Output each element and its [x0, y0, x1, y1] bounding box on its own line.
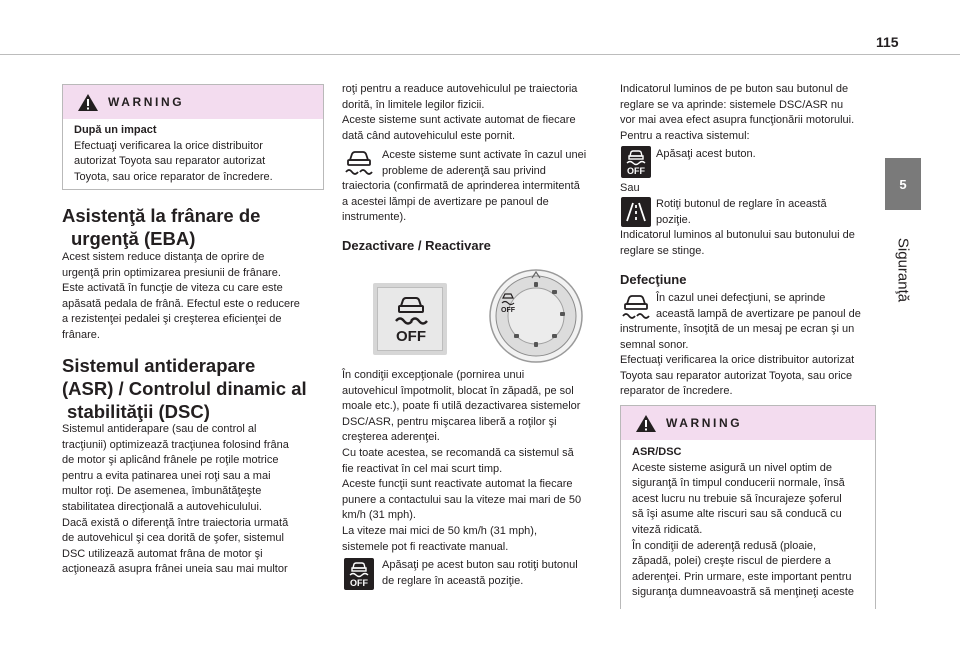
text-line: Aceste sisteme sunt activate în cazul unei — [382, 149, 587, 161]
off-label: OFF — [350, 578, 368, 588]
col3-press-text: Apăsaţi acest buton. — [656, 148, 756, 160]
text-line: La viteze mai mici de 50 km/h (31 mph), — [342, 524, 538, 537]
text-line: Indicatorul luminos al butonului sau butonului de — [620, 229, 855, 241]
col2-press-text — [382, 558, 612, 589]
title-line: urgenţă (EBA) — [71, 228, 196, 249]
warning-title: WARNING — [666, 416, 743, 430]
text-line: viteză ridicată. — [632, 523, 703, 536]
warning-box-impact — [62, 84, 324, 190]
text-line: Toyota sau reparator autorizat Toyota, sau orice — [620, 369, 853, 382]
knob-off-label: OFF — [501, 307, 515, 314]
title-line: Sistemul antiderapare — [62, 355, 256, 376]
off-label: OFF — [396, 328, 426, 345]
text-line: autovehicul împotmolit, blocat în zăpadă, pe sol — [342, 384, 574, 397]
text-line: Efectuaţi verificarea la orice distribuitor autorizat — [620, 354, 855, 367]
eba-text — [62, 250, 330, 344]
text-line: a rezistenţei pedalei şi creşterea eficienţei de — [62, 313, 282, 326]
text-line: probleme de aderenţă sau privind — [382, 164, 546, 177]
skid-off-icon — [625, 149, 647, 166]
text-line: instrumente). — [342, 211, 407, 224]
text-line: autorizat Toyota sau reparator autorizat — [74, 155, 266, 168]
text-line: reglare se va aprinde: sistemele DSC/ASR nu — [620, 98, 844, 111]
text-line: semnal sonor. — [620, 338, 689, 351]
text-line: DSC utilizează automat frâna de motor şi — [62, 547, 263, 560]
off-label: OFF — [627, 166, 645, 176]
text-line: să îşi asume alte riscuri sau să conducă cu — [632, 508, 842, 521]
col2-intro — [342, 82, 610, 144]
text-line: urgenţă prin optimizarea presiunii de frânare. — [62, 266, 281, 279]
text-line: acest lucru nu trebuie să încurajeze şoferul — [632, 492, 842, 505]
small-off-button-icon — [344, 558, 374, 590]
warning-triangle-icon — [635, 414, 657, 433]
fault-text — [620, 322, 890, 400]
text-line: Cu toate acestea, se recomandă ca sistemul să — [342, 446, 574, 459]
text-line: Este activată în funcţie de viteza cu care este — [62, 282, 283, 295]
text-line: Apăsaţi pe acest buton sau rotiţi butonul — [382, 559, 578, 571]
dsc-off-button[interactable] — [373, 283, 447, 355]
warning-lamp-text — [382, 148, 612, 179]
warning-title: WARNING — [108, 95, 185, 109]
text-line: sistemele pot fi reactivate manual. — [342, 540, 509, 553]
text-line: În condiţii excepţionale (pornirea unui — [342, 369, 525, 381]
skid-warning-icon — [343, 148, 375, 178]
text-line: apăsată pedala de frână. Efectul este o reducere — [62, 297, 300, 310]
skid-off-icon — [392, 294, 430, 328]
text-line: reparator de încredere. — [620, 385, 733, 398]
text-line: traiectoria (confirmată de aprinderea intermitentă — [342, 180, 580, 192]
col3-or: Sau — [620, 182, 640, 194]
text-line: Dacă există o diferenţă între traiectoria urmată — [62, 516, 289, 529]
warning-heading: ASR/DSC — [632, 446, 682, 458]
text-line: multor roţi. De asemenea, îmbunătăţeşte — [62, 485, 262, 498]
road-icon — [624, 200, 648, 224]
text-line: DSC/ASR, pentru mişcarea liberă a roţilor şi — [342, 415, 557, 428]
text-line: Aceste sisteme sunt activate automat de fiecare — [342, 114, 576, 127]
text-line: moale etc.), poate fi utilă dezactivarea sistemelor — [342, 400, 581, 413]
chapter-tab[interactable]: 5 — [885, 158, 921, 210]
warning-body — [632, 445, 867, 601]
text-line: dată când autovehiculul este pornit. — [342, 129, 516, 142]
text-line: Rotiţi butonul de reglare în această — [656, 198, 827, 210]
text-line: Aceste sisteme asigură un nivel optim de — [632, 461, 832, 474]
text-line: această lampă de avertizare pe panoul de — [656, 307, 861, 320]
title-line: stabilităţii (DSC) — [67, 401, 210, 422]
text-line: siguranţa dumneavoastră să menţineţi aceste — [632, 586, 854, 599]
terrain-mode-icon — [621, 197, 651, 227]
col3-top — [620, 82, 890, 144]
text-line: roţi pentru a readuce autovehiculul pe traiectoria — [342, 83, 578, 95]
small-off-button-icon — [621, 146, 651, 178]
chapter-title: Siguranţă — [894, 237, 912, 303]
text-line: acţionează asupra frânei uneia sau mai multor — [62, 563, 288, 576]
text-line: instrumente, însoţită de un mesaj pe ecran şi un — [620, 323, 855, 335]
text-line: Pentru a reactiva sistemul: — [620, 129, 750, 142]
page-number: 115 — [876, 34, 899, 50]
text-line: vor mai avea efect asupra funcţionării motorului. — [620, 114, 855, 127]
text-line: tracţiunii) optimizează tracţiunea folosind frâna — [62, 438, 289, 451]
warning-heading: După un impact — [74, 124, 157, 136]
header-rule — [0, 54, 960, 55]
text-line: punere a contactului sau la viteze mai mari de 50 — [342, 493, 582, 506]
text-line: creşterea aderenţei. — [342, 431, 440, 444]
title-line: (ASR) / Controlul dinamic al — [62, 378, 307, 399]
skid-off-icon — [348, 561, 370, 578]
fault-icon-text — [656, 291, 886, 322]
text-line: de motor şi aplicând frânele pe roţile motrice — [62, 454, 279, 467]
asr-text — [62, 422, 330, 578]
fault-title: Defecţiune — [620, 272, 687, 287]
text-line: stabilitatea direcţională a autovehiculului. — [62, 500, 262, 513]
text-line: Indicatorul luminos de pe buton sau butonul de — [620, 83, 849, 95]
section-title-eba — [62, 204, 260, 250]
text-line: reglare se stinge. — [620, 244, 705, 257]
warning-triangle-icon — [77, 93, 99, 112]
text-line: zăpadă, polei) creşte riscul de pierdere a — [632, 555, 831, 568]
section-title-asr — [62, 354, 307, 423]
warning-body — [74, 123, 315, 185]
text-line: aderenţei. Prin urmare, este important pentru — [632, 570, 852, 583]
text-line: a acestei lămpi de avertizare pe panoul de — [342, 195, 549, 208]
col2-body — [342, 368, 612, 555]
text-line: În condiţii de aderenţă redusă (ploaie, — [632, 539, 817, 552]
deactivation-title: Dezactivare / Reactivare — [342, 238, 491, 253]
text-line: Acest sistem reduce distanţa de oprire de — [62, 251, 265, 263]
col3-rotate-text — [656, 197, 886, 228]
text-line: frânare. — [62, 328, 100, 341]
text-line: În cazul unei defecţiuni, se aprinde — [656, 292, 826, 304]
terrain-mode-knob[interactable] — [488, 268, 584, 364]
text-line: siguranţă în timpul conducerii normale, însă — [632, 477, 845, 490]
text-line: Toyota, sau orice reparator de încredere. — [74, 170, 273, 183]
text-line: km/h (31 mph). — [342, 509, 416, 522]
text-line: dorită, în limitele legilor fizicii. — [342, 98, 485, 111]
warning-box-asr-dsc — [620, 405, 876, 609]
text-line: de autovehicul şi cea dorită de şofer, sistemul — [62, 532, 284, 545]
title-line: Asistenţă la frânare de — [62, 205, 261, 226]
text-line: poziţie. — [656, 213, 691, 226]
text-line: fie reactivat în cel mai scurt timp. — [342, 462, 503, 475]
text-line: de reglare în această poziţie. — [382, 574, 524, 587]
skid-warning-icon — [620, 292, 652, 322]
warning-header — [63, 85, 323, 119]
warning-header — [621, 406, 875, 440]
col3-after — [620, 228, 890, 259]
warning-lamp-cont — [342, 179, 612, 226]
text-line: Aceste funcţii sunt reactivate automat la fiecare — [342, 478, 573, 491]
text-line: Efectuaţi verificarea la orice distribuitor — [74, 139, 263, 152]
text-line: Sistemul antiderapare (sau de control al — [62, 423, 257, 435]
text-line: pentru a evita patinarea unei roţi sau a mai — [62, 469, 271, 482]
